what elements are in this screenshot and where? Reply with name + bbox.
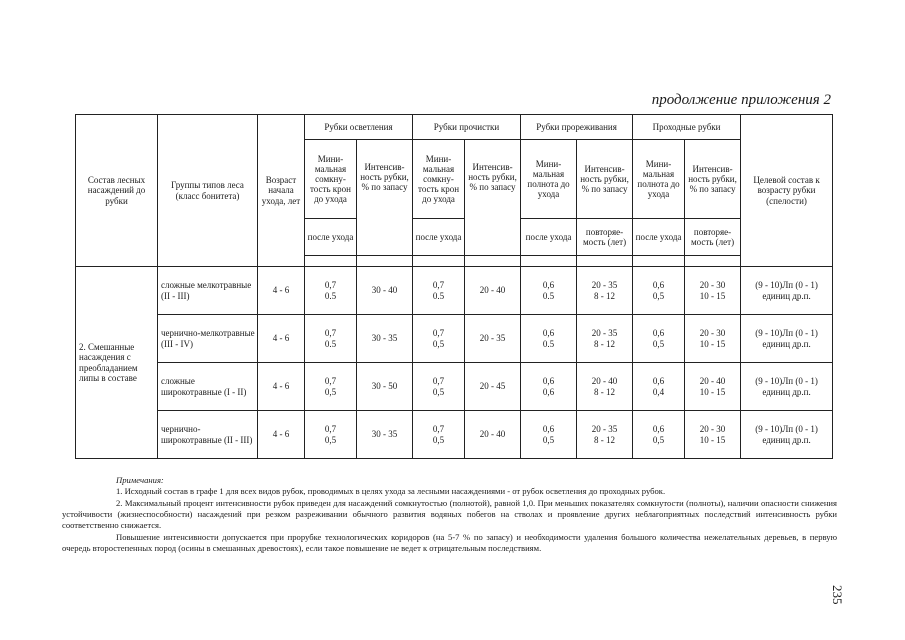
- col-lightening-header: Рубки осветления: [305, 115, 413, 140]
- note-3: Повышение интенсивности допускается при прорубке технологических коридоров (на 5-7 % по запасу) и необходимости удаления большого количества нежелательных деревьев, в первую очередь второстепенных пород (осины в смешанных древостоях), если такое повышение не ведет к отрицательным последствиям.: [62, 531, 837, 554]
- notes-section: [62, 475, 837, 554]
- cleaning-intensity-cell: 20 - 40: [465, 411, 521, 459]
- thinning-density-cell: 0,6 0,6: [521, 363, 577, 411]
- passing-density-cell: 0,6 0,5: [633, 315, 685, 363]
- group-label-cell: 2. Смешанные насаждения с преобладанием липы в составе: [76, 267, 158, 459]
- cleaning-closure-cell: 0,7 0,5: [413, 315, 465, 363]
- table-row: [76, 363, 833, 411]
- passing-density-cell: 0,6 0,4: [633, 363, 685, 411]
- start-age-cell: 4 - 6: [258, 315, 305, 363]
- target-composition-cell: (9 - 10)Лп (0 - 1) единиц др.п.: [741, 411, 833, 459]
- passing-intensity-cell: 20 - 30 10 - 15: [685, 411, 741, 459]
- passing-intensity-header: Интенсив-ность рубки, % по запасу: [685, 140, 741, 219]
- forest-type-cell: сложные мелкотравные (II - III): [158, 267, 258, 315]
- cleaning-intensity-header: Интенсив-ность рубки, % по запасу: [465, 140, 521, 256]
- passing-density-header: Мини-мальная полнота до ухода: [633, 140, 685, 219]
- cleaning-closure-cell: 0,7 0,5: [413, 411, 465, 459]
- lightening-intensity-cell: 30 - 35: [357, 411, 413, 459]
- thinning-after-header: после ухода: [521, 219, 577, 256]
- notes-title: Примечания:: [116, 475, 164, 485]
- passing-after-header: после ухода: [633, 219, 685, 256]
- cleaning-closure-cell: 0,7 0.5: [413, 267, 465, 315]
- thinning-density-header: Мини-мальная полнота до ухода: [521, 140, 577, 219]
- lightening-intensity-cell: 30 - 35: [357, 315, 413, 363]
- lightening-intensity-header: Интенсив-ность рубки, % по запасу: [357, 140, 413, 256]
- cleaning-closure-cell: 0,7 0,5: [413, 363, 465, 411]
- lightening-closure-cell: 0,7 0,5: [305, 411, 357, 459]
- thinning-intensity-header: Интенсив-ность рубки, % по запасу: [577, 140, 633, 219]
- target-composition-cell: (9 - 10)Лп (0 - 1) единиц др.п.: [741, 363, 833, 411]
- cleaning-intensity-cell: 20 - 40: [465, 267, 521, 315]
- col-forest-groups-header: Группы типов леса (класс бонитета): [158, 115, 258, 267]
- passing-repeat-header: повторяе-мость (лет): [685, 219, 741, 256]
- thinning-intensity-cell: 20 - 35 8 - 12: [577, 267, 633, 315]
- start-age-cell: 4 - 6: [258, 363, 305, 411]
- col-thinning-header: Рубки прореживания: [521, 115, 633, 140]
- cleaning-intensity-cell: 20 - 45: [465, 363, 521, 411]
- passing-intensity-cell: 20 - 30 10 - 15: [685, 315, 741, 363]
- lightening-intensity-cell: 30 - 40: [357, 267, 413, 315]
- forest-type-cell: сложные широкотравные (I - II): [158, 363, 258, 411]
- thinning-density-cell: 0,6 0.5: [521, 267, 577, 315]
- table-row: [76, 411, 833, 459]
- lightening-closure-header: Мини-мальная сомкну-тость крон до ухода: [305, 140, 357, 219]
- forest-care-table: [75, 114, 833, 459]
- forest-type-cell: чернично-широкотравные (II - III): [158, 411, 258, 459]
- passing-density-cell: 0,6 0,5: [633, 411, 685, 459]
- cleaning-closure-header: Мини-мальная сомкну-тость крон до ухода: [413, 140, 465, 219]
- col-start-age-header: Возраст начала ухода, лет: [258, 115, 305, 267]
- lightening-intensity-cell: 30 - 50: [357, 363, 413, 411]
- lightening-closure-cell: 0,7 0.5: [305, 315, 357, 363]
- target-composition-cell: (9 - 10)Лп (0 - 1) единиц др.п.: [741, 267, 833, 315]
- col-passing-header: Проходные рубки: [633, 115, 741, 140]
- thinning-density-cell: 0,6 0.5: [521, 315, 577, 363]
- thinning-repeat-header: повторяе-мость (лет): [577, 219, 633, 256]
- note-2: 2. Максимальный процент интенсивности рубок приведен для насаждений сомкнутостью (полнотой), равной 1,0. При меньших показателях сомкнутости (полноты), наличии опасности снижения устойчивости (жизнеспособности) насаждений при резком разреживании обычного развития водяных побегов на стволах и проявление других неблагоприятных последствий интенсивность рубки соответственно снижается.: [62, 497, 837, 531]
- passing-intensity-cell: 20 - 30 10 - 15: [685, 267, 741, 315]
- col-cleaning-header: Рубки прочистки: [413, 115, 521, 140]
- thinning-intensity-cell: 20 - 35 8 - 12: [577, 411, 633, 459]
- col-composition-header: Состав лесных насаждений до рубки: [76, 115, 158, 267]
- lightening-closure-cell: 0,7 0.5: [305, 267, 357, 315]
- cleaning-after-header: после ухода: [413, 219, 465, 256]
- col-target-header: Целевой состав к возрасту рубки (спелости): [741, 115, 833, 267]
- cleaning-intensity-cell: 20 - 35: [465, 315, 521, 363]
- start-age-cell: 4 - 6: [258, 411, 305, 459]
- thinning-intensity-cell: 20 - 35 8 - 12: [577, 315, 633, 363]
- page-number: 235: [830, 585, 845, 605]
- lightening-closure-cell: 0,7 0,5: [305, 363, 357, 411]
- table-row: [76, 315, 833, 363]
- target-composition-cell: (9 - 10)Лп (0 - 1) единиц др.п.: [741, 315, 833, 363]
- passing-intensity-cell: 20 - 40 10 - 15: [685, 363, 741, 411]
- note-1: 1. Исходный состав в графе 1 для всех видов рубок, проводимых в целях ухода за лесными насаждениями - от рубок осветления до проходных рубок.: [116, 486, 666, 497]
- passing-density-cell: 0,6 0,5: [633, 267, 685, 315]
- thinning-density-cell: 0,6 0,5: [521, 411, 577, 459]
- lightening-after-header: после ухода: [305, 219, 357, 256]
- header-row-1: [76, 115, 833, 140]
- start-age-cell: 4 - 6: [258, 267, 305, 315]
- forest-type-cell: чернично-мелкотравные (III - IV): [158, 315, 258, 363]
- thinning-intensity-cell: 20 - 40 8 - 12: [577, 363, 633, 411]
- table-row: [76, 267, 833, 315]
- page-subtitle: продолжение приложения 2: [651, 92, 831, 108]
